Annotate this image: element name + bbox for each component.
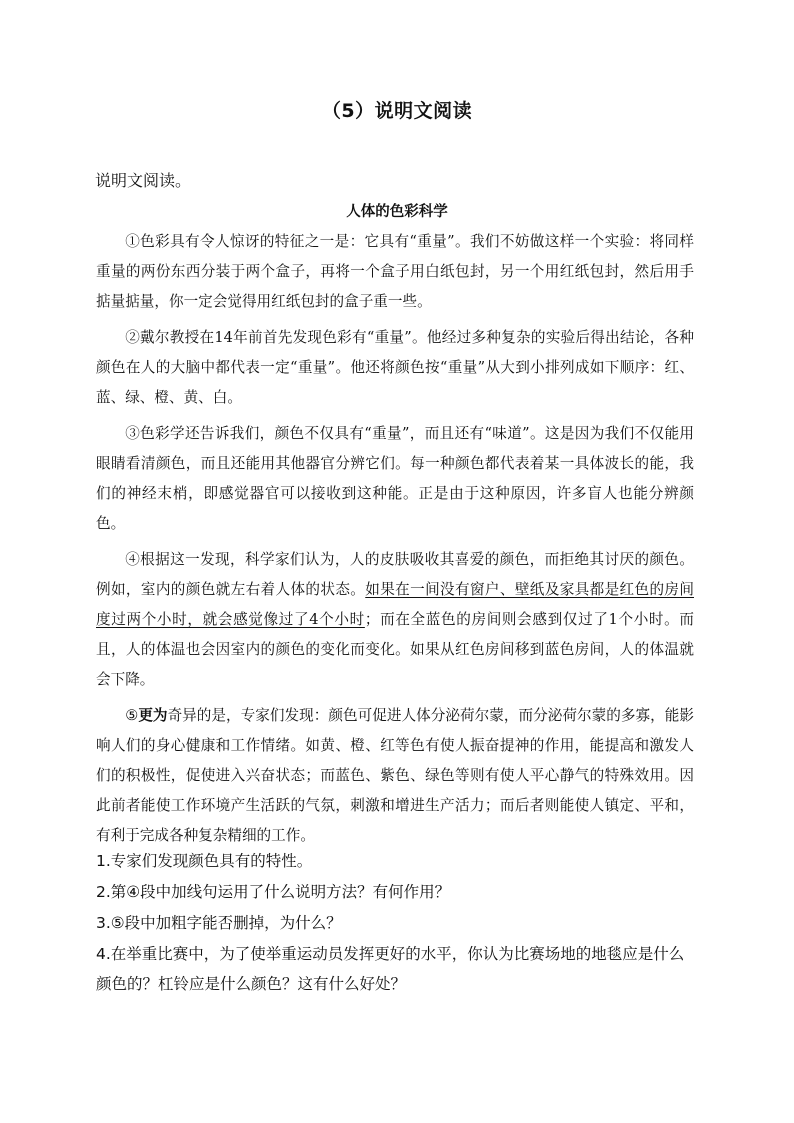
- paragraph-5-rest: 奇异的是，专家们发现：颜色可促进人体分泌荷尔蒙，而分泌荷尔蒙的多寡，能影响人们的身心健康和工作情绪。如黄、橙、红等色有使人振奋提神的作用，能提高和激发人们的积极性，促使进入兴奋状态；而蓝色、紫色、绿色等则有使人平心静气的特殊效用。因此前者能使工作环境产生活跃的气氛，刺激和增进生产活力；而后者则能使人镇定、平和，有利于完成各种复杂精细的工作。: [96, 707, 694, 844]
- intro-text: 说明文阅读。: [95, 171, 192, 190]
- paragraph-1: ①色彩具有令人惊讶的特征之一是：它具有“重量”。我们不妨做这样一个实验：将同样重量的两份东西分装于两个盒子，再将一个盒子用白纸包封，另一个用红纸包封，然后用手掂量掂量，你一定会觉得用红纸包封的盒子重一些。: [96, 233, 694, 310]
- paragraph-4-before: ④根据这一发现，科学家们认为，人的皮肤吸收其喜爱的颜色，而拒绝其讨厌的颜色。例如，室内的颜色就左右着人体的状态。: [96, 551, 694, 598]
- question-4: 4.在举重比赛中，为了使举重运动员发挥更好的水平，你认为比赛场地的地毯应是什么颜色的？杠铃应是什么颜色？这有什么好处？: [96, 945, 685, 993]
- question-1: 1.专家们发现颜色具有的特性。: [96, 852, 313, 870]
- paragraph-4-after: ；而在全蓝色的房间则会感到仅过了1个小时。而且，人的体温也会因室内的颜色的变化而变化。如果从红色房间移到蓝色房间，人的体温就会下降。: [96, 611, 694, 688]
- paragraph-3: ③色彩学还告诉我们，颜色不仅具有“重量”，而且还有“味道”。这是因为我们不仅能用眼睛看清颜色，而且还能用其他器官分辨它们。每一种颜色都代表着某一具体波长的能，我们的神经末梢，即感觉器官可以接收到这种能。正是由于这种原因，许多盲人也能分辨颜色。: [96, 425, 694, 532]
- bold-words: 更为: [138, 707, 168, 724]
- paragraph-2: ②戴尔教授在14年前首先发现色彩有“重量”。他经过多种复杂的实验后得出结论，各种颜色在人的大脑中都代表一定“重量”。他还将颜色按“重量”从大到小排列成如下顺序：红、蓝、绿、橙、黄、白。: [96, 329, 694, 406]
- underlined-sentence: 如果在一间没有窗户、壁纸及家具都是红色的房间度过两个小时，就会感觉像过了4个小时: [96, 581, 694, 628]
- paragraph-5-number: ⑤: [125, 707, 139, 724]
- question-list: [96, 846, 694, 1000]
- article-body: [96, 227, 694, 857]
- paragraph-5: [96, 701, 694, 851]
- question-3: 3.⑤段中加粗字能否删掉，为什么？: [96, 914, 342, 932]
- paragraph-4: [96, 545, 694, 695]
- question-2: 2.第④段中加线句运用了什么说明方法？有何作用？: [96, 883, 451, 901]
- page-title: （5）说明文阅读: [321, 100, 473, 122]
- article-title: 人体的色彩科学: [346, 203, 448, 220]
